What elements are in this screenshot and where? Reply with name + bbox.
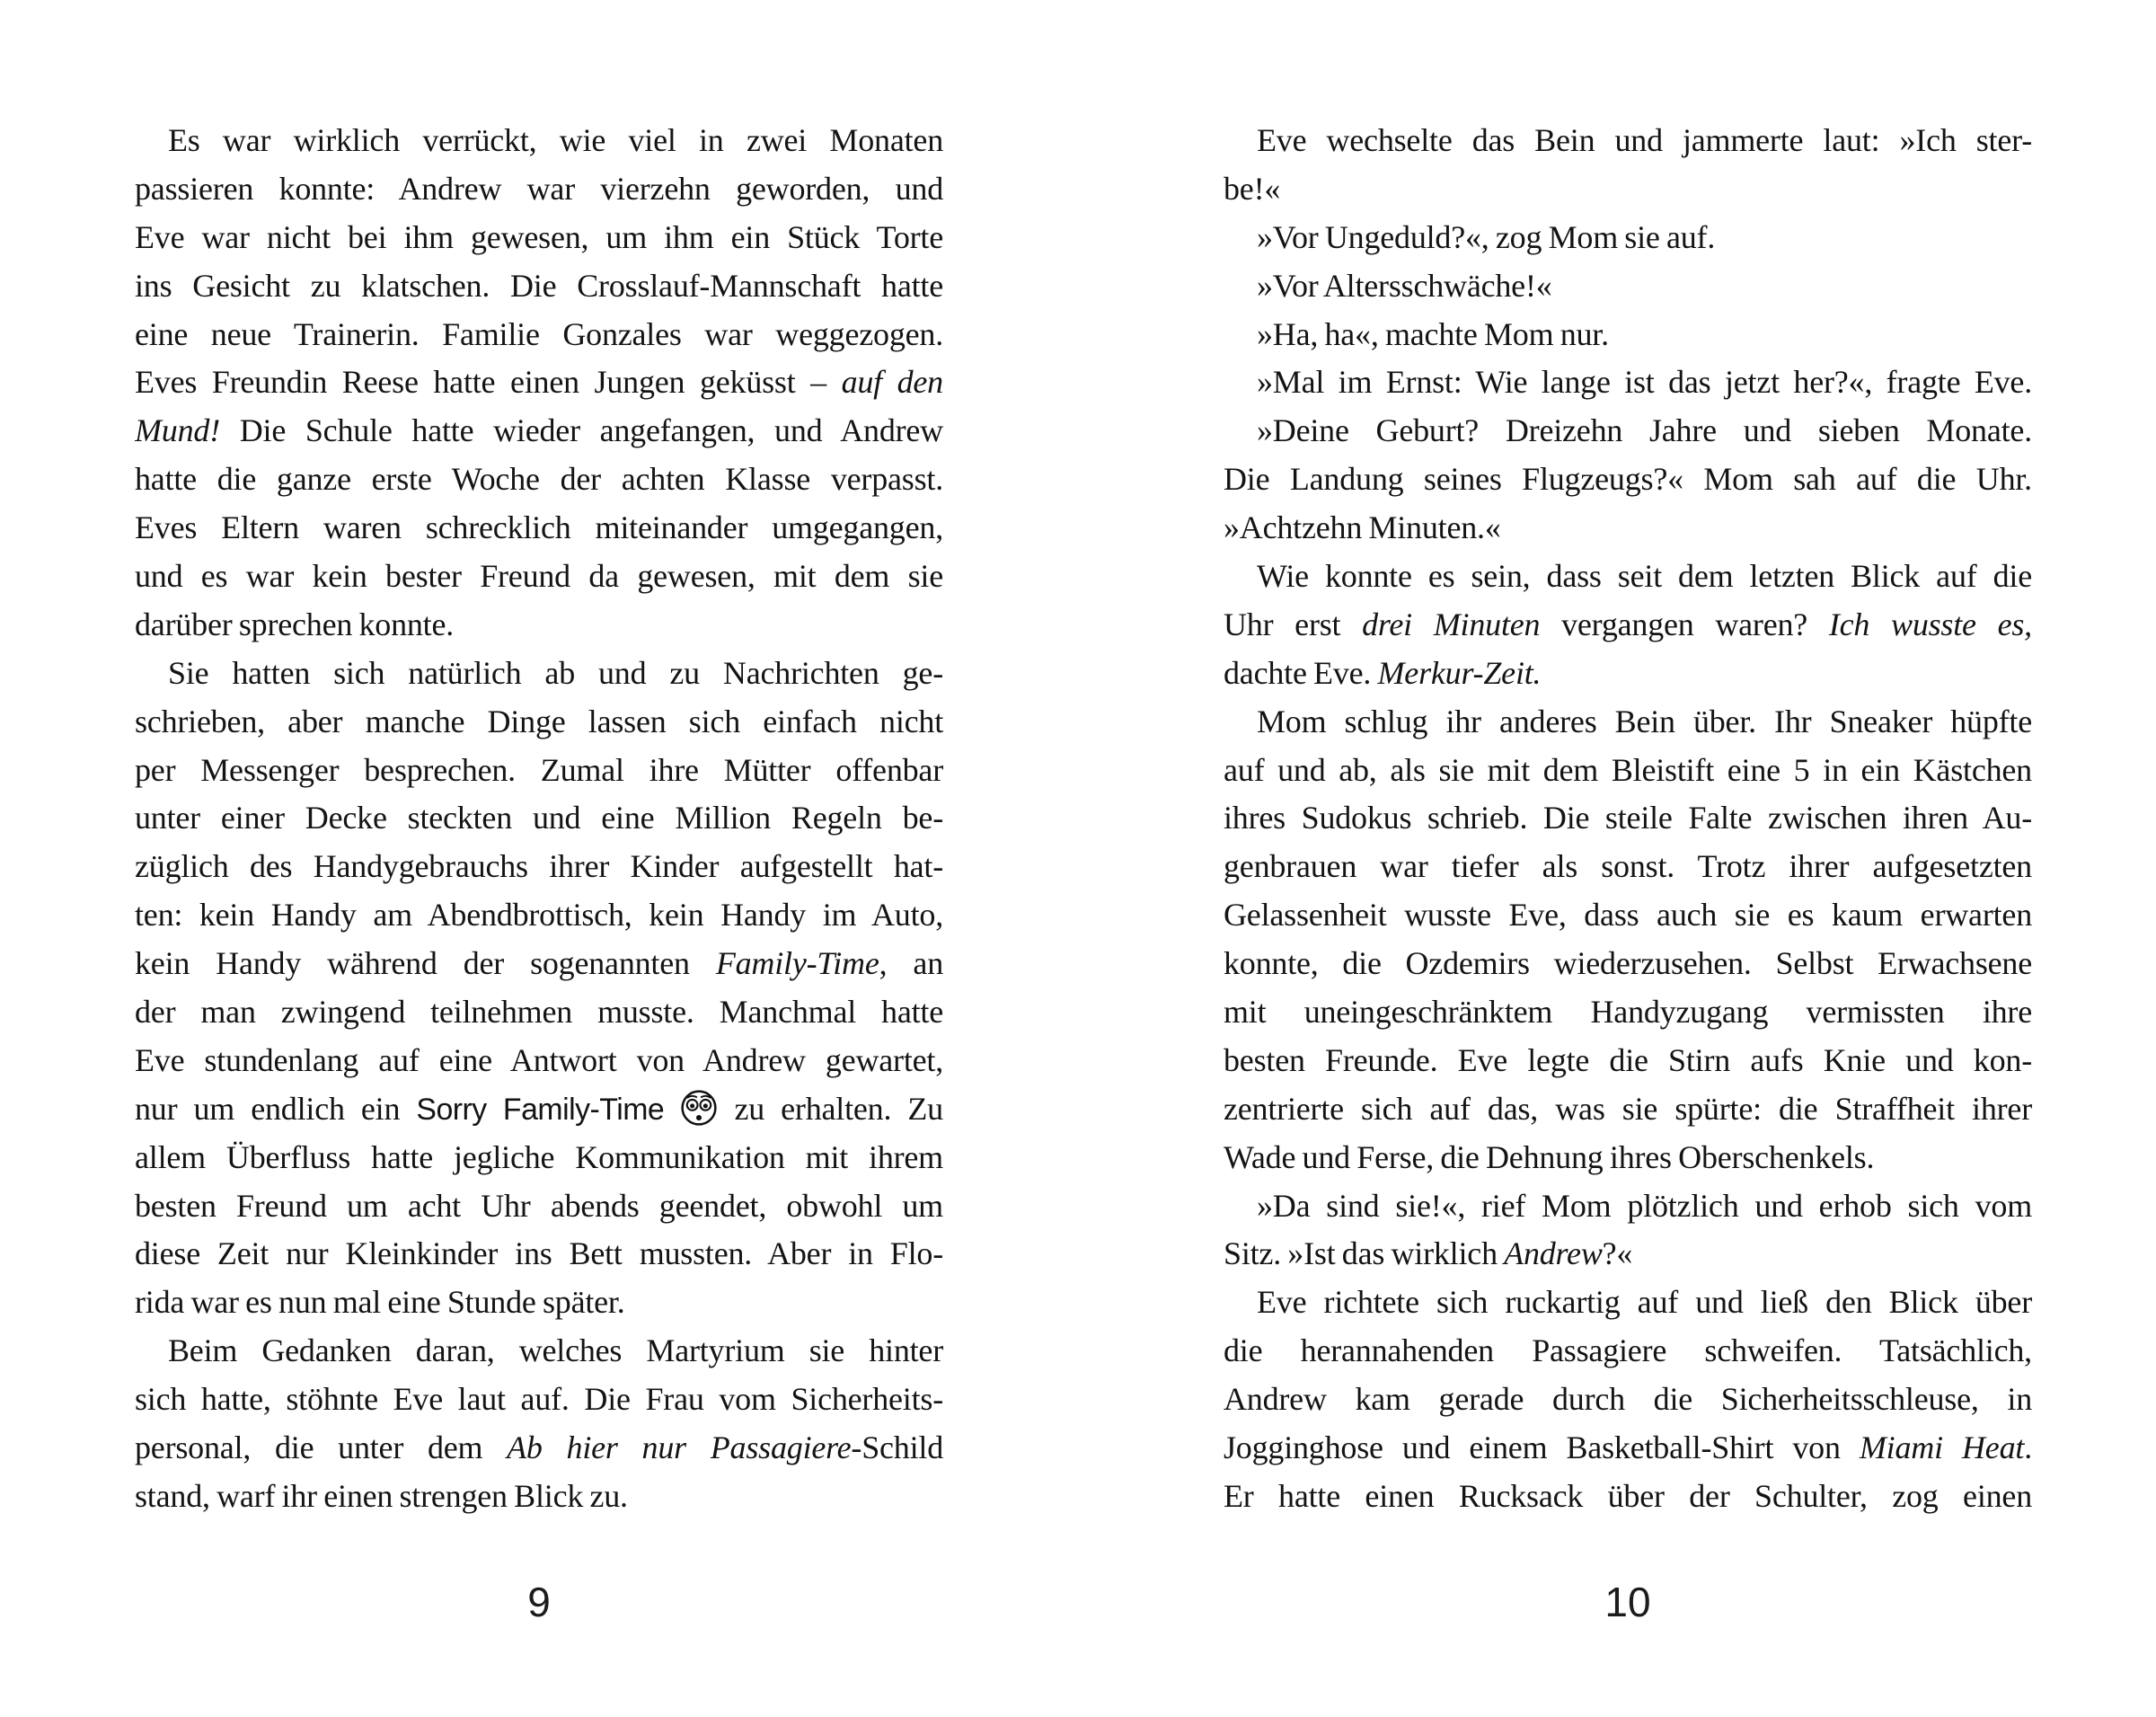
text-line [135,1473,943,1521]
text-line [135,747,943,795]
text-line [135,165,943,214]
text-line [135,407,943,456]
text-line [1224,988,2032,1037]
text-segment: hatte die ganze erste Woche der achten Klasse verpasst. [135,461,943,498]
text-line [1224,117,2032,165]
text-segment: be!« [1224,170,1281,207]
text-segment: ins Gesicht zu klatschen. Die Crosslauf-Mannschaft hatte [135,267,943,304]
text-line [135,650,943,698]
text-segment: »Ha, ha«, machte Mom nur. [1257,315,1609,352]
text-segment: Die Landung seines Flugzeugs?« Mom sah auf die Uhr. [1224,461,2032,498]
text-line [1224,650,2032,698]
book-page-left [135,0,943,1717]
text-segment: Ab hier nur Passagiere [507,1429,852,1466]
text-segment: Eves Freundin Reese hatte einen Jungen geküsst – [135,364,842,401]
text-line [135,262,943,311]
page-number-right: 10 [1604,1579,1651,1625]
text-segment: Eve war nicht bei ihm gewesen, um ihm ein Stück Torte [135,218,943,255]
text-segment: Gelassenheit wusste Eve, dass auch sie es kaum erwarten [1224,897,2032,934]
text-segment: . [2024,1429,2032,1466]
text-segment: besten Freunde. Eve legte die Stirn aufs Knie und kon- [1224,1041,2032,1078]
text-segment: darüber sprechen konnte. [135,606,455,642]
text-segment: ten: kein Handy am Abendbrottisch, kein Handy im Auto, [135,897,943,934]
text-segment: besten Freund um acht Uhr abends geendet, obwohl um [135,1187,943,1224]
page-left-textblock [135,117,943,1521]
text-line [135,698,943,747]
text-segment: Wade und Ferse, die Dehnung ihres Oberschenkels. [1224,1138,1875,1175]
text-line [1224,1182,2032,1231]
text-segment: auf den [841,364,943,401]
text-line [135,1182,943,1231]
text-segment: mit uneingeschränktem Handyzugang vermissten ihre [1224,994,2032,1031]
text-segment: passieren konnte: Andrew war vierzehn geworden, und [135,170,943,207]
page-number-left: 9 [527,1579,551,1625]
book-page-right [1224,0,2032,1717]
text-line [135,117,943,165]
text-segment: , an [879,945,943,982]
text-segment: Beim Gedanken daran, welches Martyrium sie hinter [168,1332,943,1369]
text-segment: Uhr erst [1224,606,1363,642]
text-segment: Eve stundenlang auf eine Antwort von Andrew gewartet, [135,1041,943,1078]
text-segment: Mom schlug ihr anderes Bein über. Ihr Sneaker hüpfte [1257,703,2032,739]
text-line [1224,1037,2032,1085]
text-segment: nur um endlich ein [135,1090,417,1127]
text-line [1224,601,2032,650]
text-line [135,1134,943,1182]
text-segment: rida war es nun mal eine Stunde später. [135,1284,625,1321]
text-segment: »Da sind sie!«, rief Mom plötzlich und erhob sich vom [1257,1187,2032,1224]
text-line [135,1279,943,1327]
text-line [135,553,943,601]
text-line [1224,698,2032,747]
text-segment: züglich des Handygebrauchs ihrer Kinder aufgestellt hat- [135,848,943,885]
text-segment: -Schild [851,1429,943,1466]
text-segment: Miami Heat [1859,1429,2025,1466]
text-line [135,504,943,553]
text-segment: und es war kein bester Freund da gewesen, mit dem sie [135,558,943,595]
text-line [1224,407,2032,456]
page-right-textblock [1224,117,2032,1521]
text-line [135,214,943,262]
text-segment: Andrew kam gerade durch die Sicherheitsschleuse, in [1224,1381,2032,1418]
text-line [1224,1279,2032,1327]
text-line [135,794,943,843]
text-segment: Jogginghose und einem Basketball-Shirt von [1224,1429,1860,1466]
text-line [135,940,943,988]
text-line [1224,1473,2032,1521]
text-line [135,1037,943,1085]
text-line [135,601,943,650]
text-segment: genbrauen war tiefer als sonst. Trotz ihrer aufgesetzten [1224,848,2032,885]
text-line [135,311,943,359]
text-segment: eine neue Trainerin. Familie Gonzales war weggezogen. [135,315,943,352]
text-line [1224,1230,2032,1279]
text-segment: allem Überfluss hatte jegliche Kommunikation mit ihrem [135,1138,943,1175]
text-segment: Eve wechselte das Bein und jammerte laut: »Ich ster- [1257,122,2032,158]
text-segment: sich hatte, stöhnte Eve laut auf. Die Frau vom Sicherheits- [135,1381,943,1418]
text-segment: unter einer Decke steckten und eine Million Regeln be- [135,800,943,836]
text-segment: Eves Eltern waren schrecklich miteinander umgegangen, [135,509,943,546]
text-segment: Es war wirklich verrückt, wie viel in zwei Monaten [168,122,943,158]
text-line [135,988,943,1037]
text-segment: Ich wusste es, [1828,606,2032,642]
text-segment: zentrierte sich auf das, was sie spürte: die Straffheit ihrer [1224,1090,2032,1127]
text-line [1224,311,2032,359]
text-line [1224,504,2032,553]
text-line [1224,794,2032,843]
text-segment: zu erhalten. Zu [718,1090,943,1127]
text-segment: Family-Time [715,945,879,982]
text-segment: »Achtzehn Minuten.« [1224,509,1501,546]
text-line [1224,1134,2032,1182]
text-segment: Andrew [1504,1235,1603,1272]
text-segment: Merkur-Zeit. [1377,654,1542,691]
text-segment: »Vor Altersschwäche!« [1257,267,1552,304]
text-line [135,1424,943,1473]
text-segment: Mund! [135,412,220,449]
text-segment: Die Schule hatte wieder angefangen, und Andrew [219,412,943,449]
text-segment: Er hatte einen Rucksack über der Schulter, zog einen [1224,1477,2032,1514]
text-segment: personal, die unter dem [135,1429,508,1466]
text-segment: dachte Eve. [1224,654,1378,691]
text-segment: Sorry Family-Time [416,1092,665,1127]
text-line [135,456,943,504]
flushed-face-emoji-icon [680,1089,718,1127]
text-segment: ihres Sudokus schrieb. Die steile Falte zwischen ihren Au- [1224,800,2032,836]
text-line [1224,891,2032,940]
text-segment: vergangen waren? [1540,606,1829,642]
text-segment: Sitz. »Ist das wirklich [1224,1235,1505,1272]
text-segment: auf und ab, als sie mit dem Bleistift eine 5 in ein Kästchen [1224,751,2032,788]
text-segment: kein Handy während der sogenannten [135,945,716,982]
text-segment: stand, warf ihr einen strengen Blick zu. [135,1477,628,1514]
text-line [135,843,943,891]
text-segment: drei Minuten [1362,606,1541,642]
text-line [135,358,943,407]
text-line [1224,1085,2032,1134]
text-line [1224,456,2032,504]
text-line [1224,940,2032,988]
text-segment [664,1091,680,1127]
text-line [1224,358,2032,407]
text-segment: Eve richtete sich ruckartig auf und ließ den Blick über [1257,1284,2032,1321]
text-line [1224,747,2032,795]
text-segment: »Deine Geburt? Dreizehn Jahre und sieben Monate. [1257,412,2032,449]
text-segment: diese Zeit nur Kleinkinder ins Bett mussten. Aber in Flo- [135,1235,943,1272]
text-line [1224,1327,2032,1376]
text-line [135,1327,943,1376]
text-segment: Wie konnte es sein, dass seit dem letzten Blick auf die [1257,558,2032,595]
text-segment: die herannahenden Passagiere schweifen. Tatsächlich, [1224,1332,2032,1369]
text-line [1224,165,2032,214]
text-line [1224,1424,2032,1473]
text-segment: Sie hatten sich natürlich ab und zu Nachrichten ge- [168,654,943,691]
text-line [135,891,943,940]
text-line [135,1376,943,1424]
text-segment: schrieben, aber manche Dinge lassen sich einfach nicht [135,703,943,739]
text-line [1224,843,2032,891]
text-line [1224,214,2032,262]
text-segment: »Mal im Ernst: Wie lange ist das jetzt her?«, fragte Eve. [1257,364,2032,401]
text-segment: konnte, die Ozdemirs wiederzusehen. Selbst Erwachsene [1224,945,2032,982]
text-line [1224,262,2032,311]
text-segment: der man zwingend teilnehmen musste. Manchmal hatte [135,994,943,1031]
text-line [1224,553,2032,601]
text-line [135,1085,943,1134]
text-segment: »Vor Ungeduld?«, zog Mom sie auf. [1257,218,1716,255]
text-segment: per Messenger besprechen. Zumal ihre Mütter offenbar [135,751,943,788]
text-line [135,1230,943,1279]
text-line [1224,1376,2032,1424]
text-segment: ?« [1602,1235,1633,1272]
